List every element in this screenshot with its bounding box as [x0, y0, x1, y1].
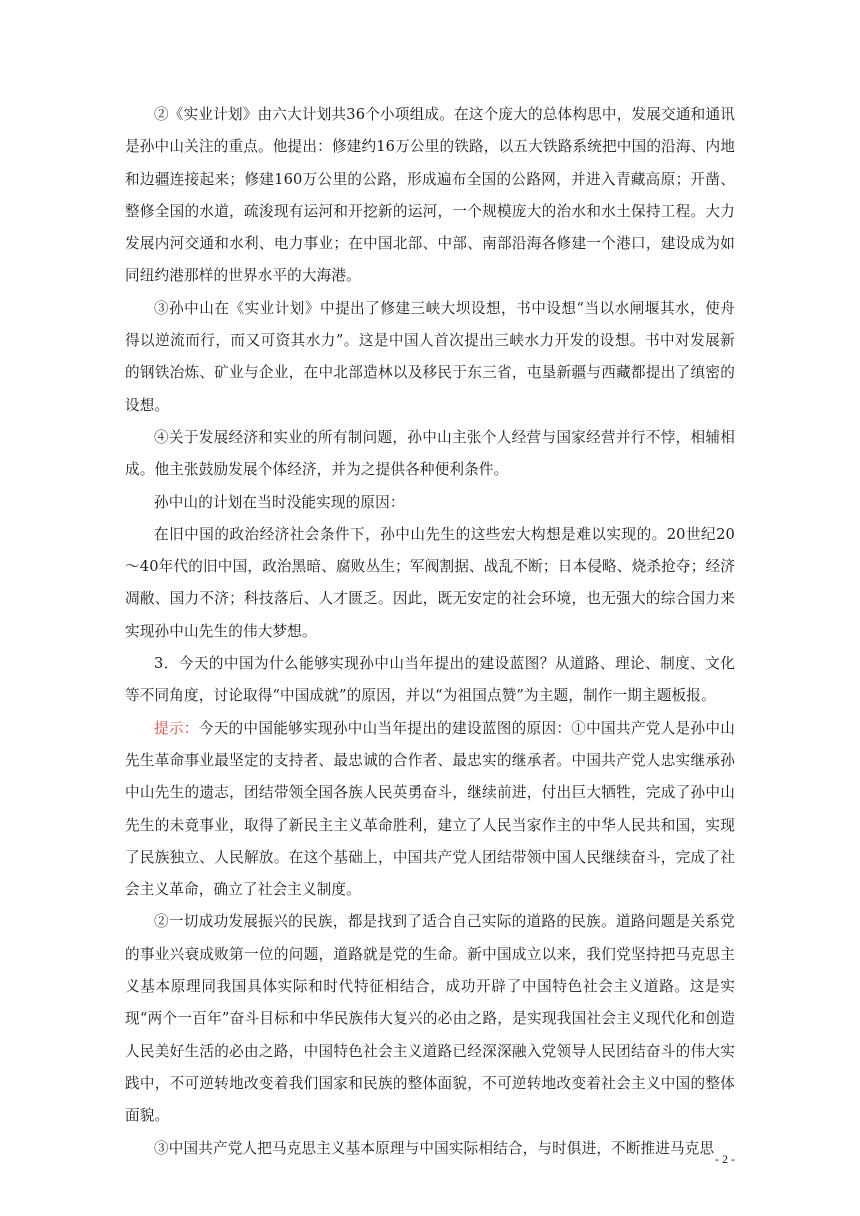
- page-number: - 2 -: [715, 1152, 735, 1166]
- paragraph-ownership: ④关于发展经济和实业的所有制问题，孙中山主张个人经营与国家经营并行不悖，相辅相成。他主张鼓励发展个体经济，并为之提供各种便利条件。: [125, 428, 735, 479]
- paragraph-hint: [125, 713, 735, 907]
- paragraph-reason-body: 在旧中国的政治经济社会条件下，孙中山先生的这些宏大构想是难以实现的。20世纪20～40年代的旧中国，政治黑暗、腐败丛生；军阀割据、战乱不断；日本侵略、烧杀抢夺；经济凋敝、国力不济；科技落后、人才匮乏。因此，既无安定的社会环境，也无强大的综合国力来实现孙中山先生的伟大梦想。: [125, 525, 735, 640]
- paragraph-road: ②一切成功发展振兴的民族，都是找到了适合自己实际的道路的民族。道路问题是关系党的事业兴衰成败第一位的问题，道路就是党的生命。新中国成立以来，我们党坚持把马克思主义基本原理同我国具体实际和时代特征相结合，成功开辟了中国特色社会主义道路。这是实现“两个一百年”奋斗目标和中华民族伟大复兴的必由之路，是实现我国社会主义现代化和创造人民美好生活的必由之路，中国特色社会主义道路已经深深融入党领导人民团结奋斗的伟大实践中，不可逆转地改变着我们国家和民族的整体面貌，不可逆转地改变着社会主义中国的整体面貌。: [125, 913, 735, 1125]
- paragraph-question-3: 3．今天的中国为什么能够实现孙中山当年提出的建设蓝图？从道路、理论、制度、文化等不同角度，讨论取得“中国成就”的原因，并以“为祖国点赞”为主题，制作一期主题板报。: [125, 655, 735, 705]
- hint-text: 今天的中国能够实现孙中山当年提出的建设蓝图的原因：①中国共产党人是孙中山先生革命事业最坚定的支持者、最忠诚的合作者、最忠实的继承者。中国共产党人忠实继承孙中山先生的遗志，团结带领全国各族人民英勇奋斗，继续前进，付出巨大牺牲，完成了孙中山先生的未竟事业，取得了新民主主义革命胜利，建立了人民当家作主的中华人民共和国，实现了民族独立、人民解放。在这个基础上，中国共产党人团结带领中国人民继续奋斗，完成了社会主义革命，确立了社会主义制度。: [125, 719, 736, 899]
- paragraph-theory: ③中国共产党人把马克思主义基本原理与中国实际相结合，与时俱进，不断推进马克思: [154, 1139, 715, 1157]
- paragraph-three-gorges: ③孙中山在《实业计划》中提出了修建三峡大坝设想，书中设想“当以水闸堰其水，使舟得以逆流而行，而又可资其水力”。这是中国人首次提出三峡水力开发的设想。书中对发展新的钢铁冶炼、矿业与企业，在中北部造林以及移民于东三省，屯垦新疆与西藏都提出了缜密的设想。: [125, 299, 735, 414]
- paragraph-industrial-plan-overview: ②《实业计划》由六大计划共36个小项组成。在这个庞大的总体构思中，发展交通和通讯是孙中山关注的重点。他提出：修建约16万公里的铁路，以五大铁路系统把中国的沿海、内地和边疆连接起来；修建160万公里的公路，形成遍布全国的公路网，并进入青藏高原；开凿、整修全国的水道，疏浚现有运河和开挖新的运河，一个规模庞大的治水和水土保持工程。大力发展内河交通和水利、电力事业；在中国北部、中部、南部沿海各修建一个港口，建设成为如同纽约港那样的世界水平的大海港。: [125, 106, 735, 285]
- document-body: [125, 99, 735, 1165]
- hint-label: 提示：: [154, 719, 199, 737]
- paragraph-reason-heading: 孙中山的计划在当时没能实现的原因：: [154, 493, 405, 511]
